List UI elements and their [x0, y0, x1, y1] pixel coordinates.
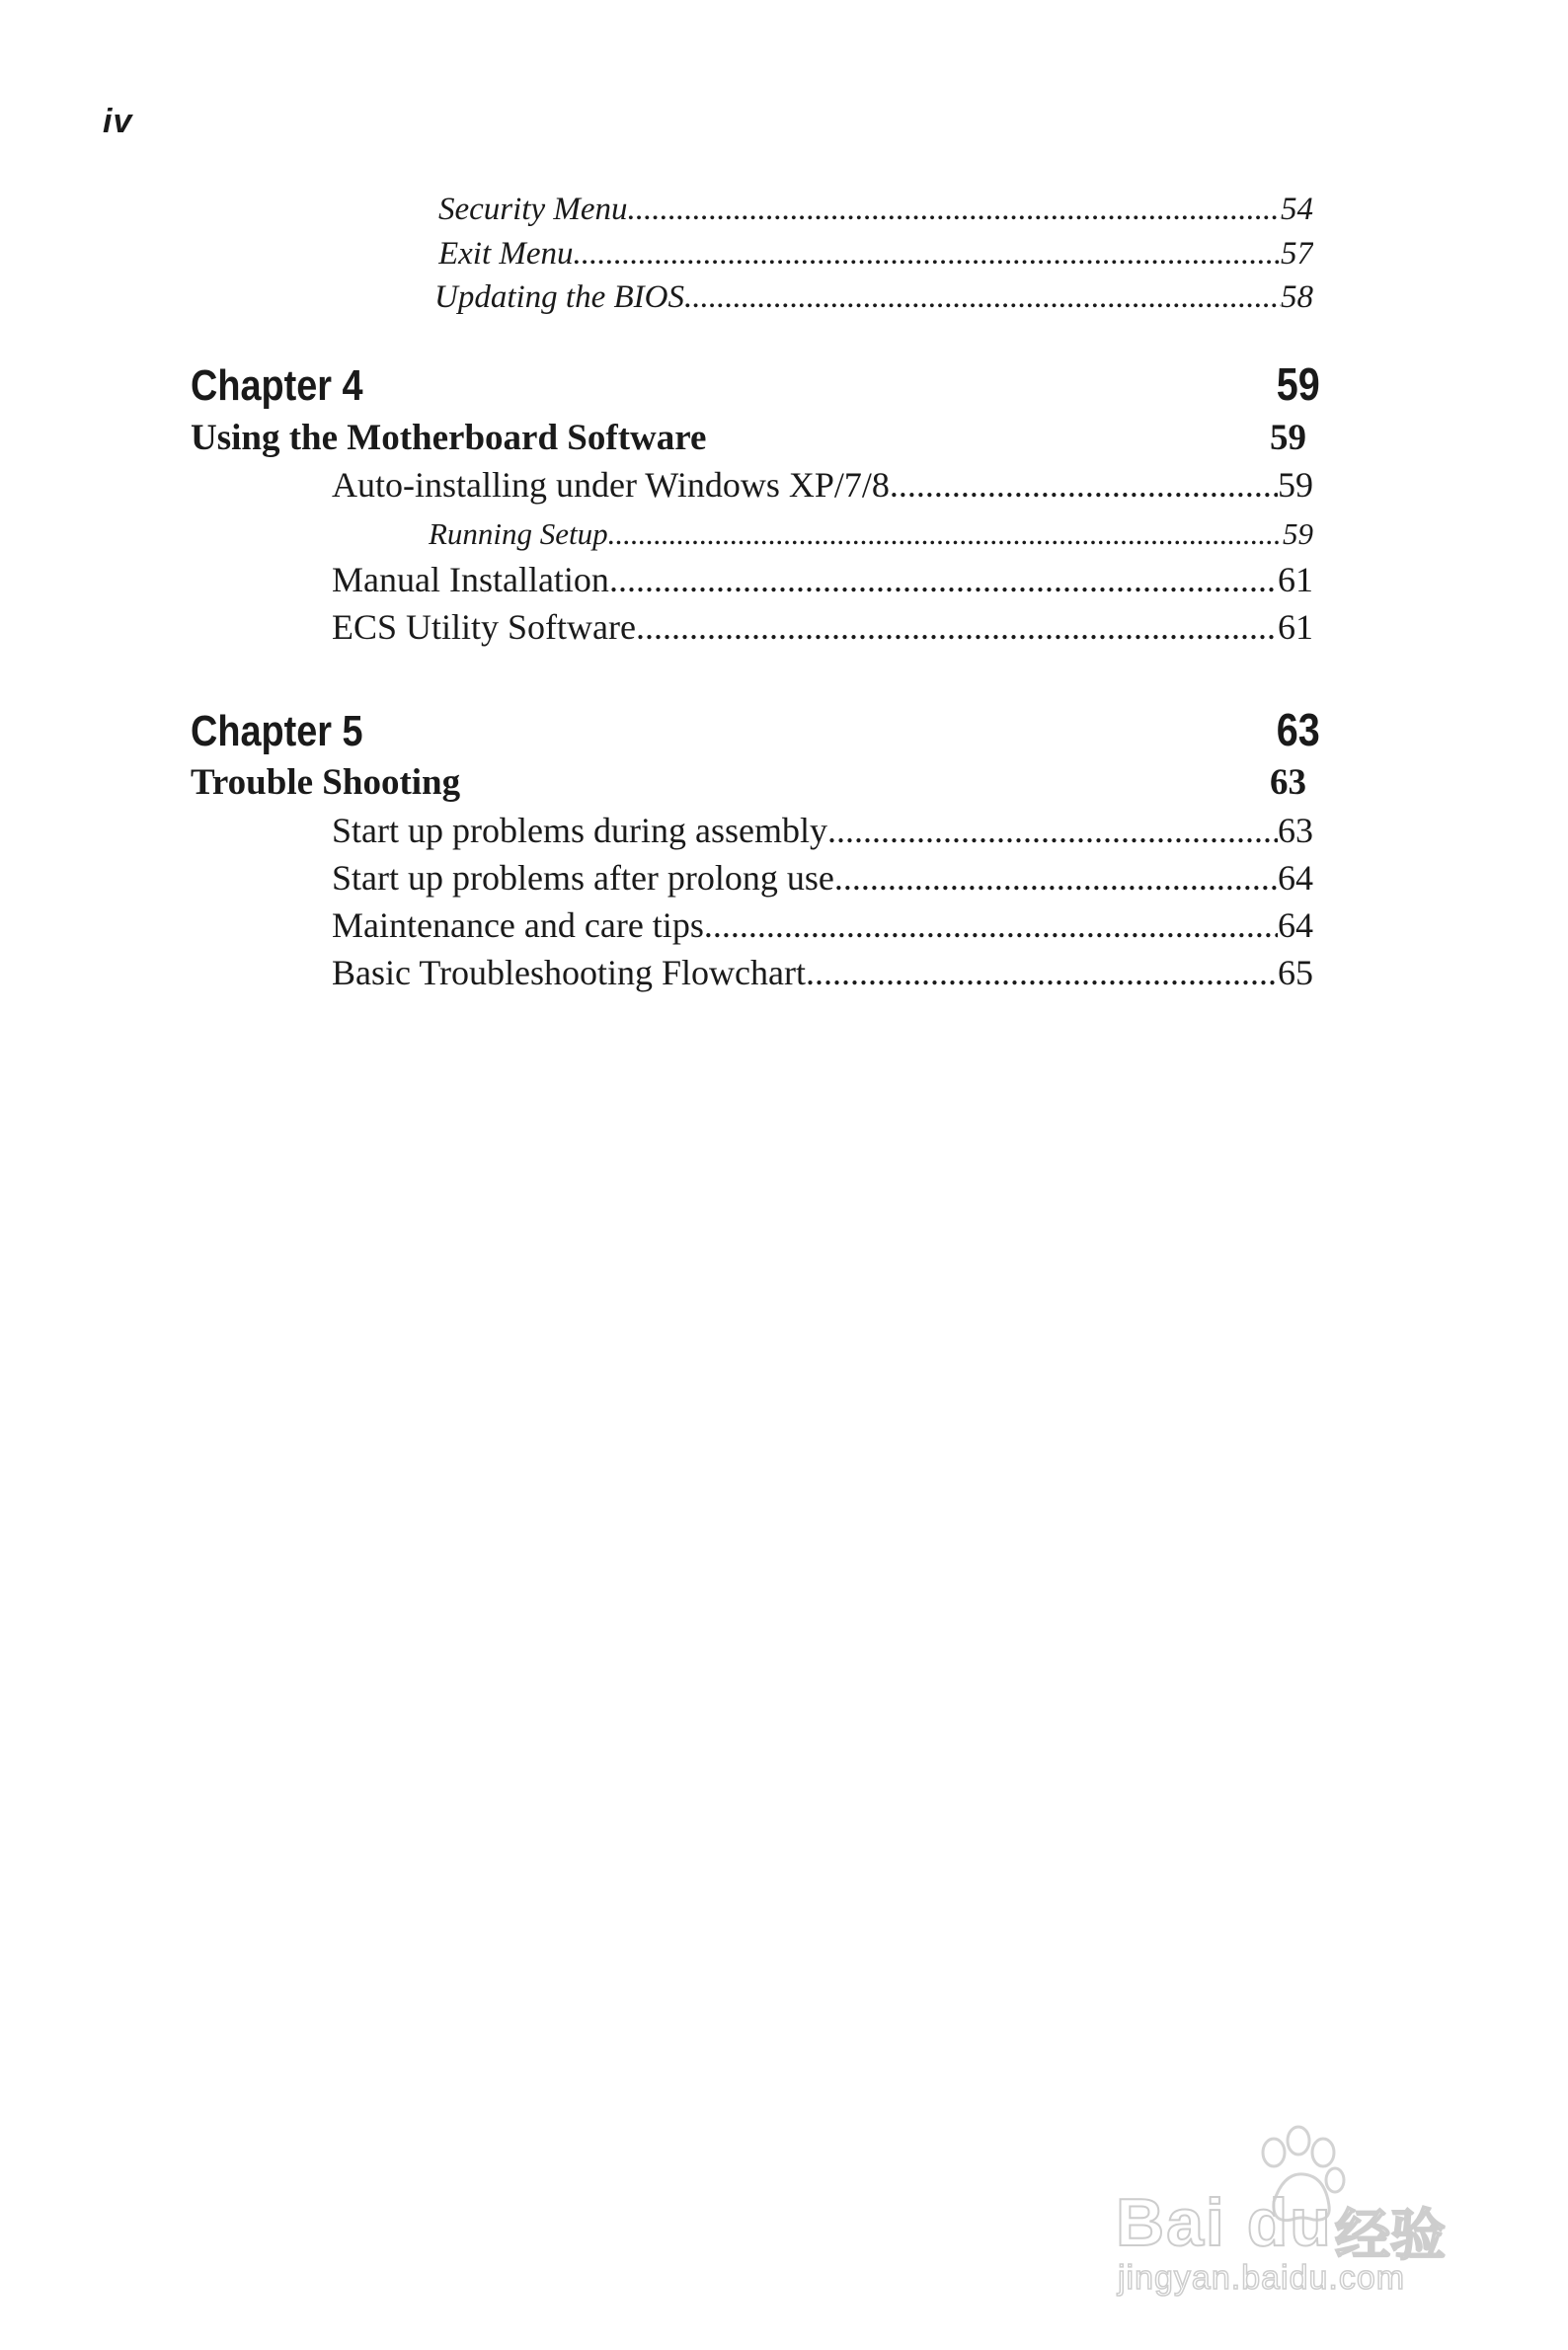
- toc-entry-flowchart[interactable]: [332, 952, 1313, 993]
- dot-leader: [636, 606, 1278, 648]
- toc-entry-startup-prolong[interactable]: [332, 857, 1313, 899]
- chapter-title: Chapter 4: [191, 361, 363, 410]
- section-page: 59: [1270, 418, 1306, 458]
- toc-entry-security-menu[interactable]: [438, 192, 1313, 228]
- toc-entry-startup-assembly[interactable]: [332, 810, 1313, 851]
- toc-entry-page: 58: [1281, 279, 1313, 315]
- dot-leader: [609, 559, 1278, 600]
- toc-entry-page: 65: [1278, 953, 1313, 992]
- toc-entry-label: Start up problems during assembly: [332, 811, 827, 850]
- toc-entry-page: 64: [1278, 858, 1313, 898]
- toc-entry-page: 59: [1278, 465, 1313, 505]
- toc-entry-label: Updating the BIOS: [434, 279, 684, 315]
- dot-leader: [890, 464, 1278, 506]
- toc-entry-page: 57: [1281, 236, 1313, 272]
- watermark-brand-cn: 经验: [1335, 2204, 1446, 2268]
- toc-entry-page: 63: [1278, 811, 1313, 850]
- section-page: 63: [1270, 762, 1306, 803]
- chapter-title: Chapter 5: [191, 707, 363, 755]
- dot-leader: [827, 810, 1278, 851]
- dot-leader: [704, 904, 1278, 946]
- toc-entry-running-setup[interactable]: [429, 516, 1313, 552]
- toc-entry-label: Security Menu: [438, 192, 628, 227]
- toc-entry-auto-installing[interactable]: [332, 464, 1313, 506]
- section-motherboard-software[interactable]: [191, 417, 1306, 459]
- dot-leader: [806, 952, 1278, 993]
- dot-leader: [628, 192, 1281, 228]
- toc-entry-label: Auto-installing under Windows XP/7/8: [332, 465, 890, 505]
- page-number: iv: [103, 103, 133, 140]
- toc-entry-maintenance[interactable]: [332, 904, 1313, 946]
- chapter-page: 59: [1276, 358, 1320, 410]
- chapter-4-heading[interactable]: [191, 357, 1320, 411]
- toc-entry-page: 59: [1283, 516, 1313, 551]
- toc-entry-page: 61: [1278, 560, 1313, 599]
- toc-entry-updating-bios[interactable]: [434, 279, 1313, 316]
- section-title: Using the Motherboard Software: [191, 418, 707, 458]
- dot-leader: [684, 279, 1281, 316]
- watermark-url: jingyan.baidu.com: [1118, 2259, 1406, 2297]
- toc-entry-ecs-utility[interactable]: [332, 606, 1313, 648]
- toc-entry-label: Running Setup: [429, 516, 608, 551]
- toc-entry-label: Start up problems after prolong use: [332, 858, 834, 898]
- toc-entry-label: Basic Troubleshooting Flowchart: [332, 953, 807, 992]
- toc-entry-page: 54: [1281, 192, 1313, 227]
- toc-entry-label: Exit Menu: [438, 236, 574, 272]
- toc-entry-page: 61: [1278, 607, 1313, 647]
- baidu-jingyan-watermark: [1106, 2123, 1481, 2297]
- toc-entry-label: ECS Utility Software: [332, 607, 636, 647]
- dot-leader: [834, 857, 1278, 899]
- section-trouble-shooting[interactable]: [191, 761, 1306, 804]
- dot-leader: [608, 516, 1283, 552]
- section-title: Trouble Shooting: [191, 762, 461, 803]
- toc-entry-exit-menu[interactable]: [438, 236, 1313, 273]
- dot-leader: [574, 236, 1281, 273]
- toc-entry-label: Manual Installation: [332, 560, 609, 599]
- watermark-brand: Bai du: [1116, 2185, 1333, 2260]
- chapter-page: 63: [1276, 704, 1320, 755]
- chapter-5-heading[interactable]: [191, 703, 1320, 756]
- toc-entry-page: 64: [1278, 905, 1313, 945]
- toc-entry-label: Maintenance and care tips: [332, 905, 704, 945]
- toc-entry-manual-installation[interactable]: [332, 559, 1313, 600]
